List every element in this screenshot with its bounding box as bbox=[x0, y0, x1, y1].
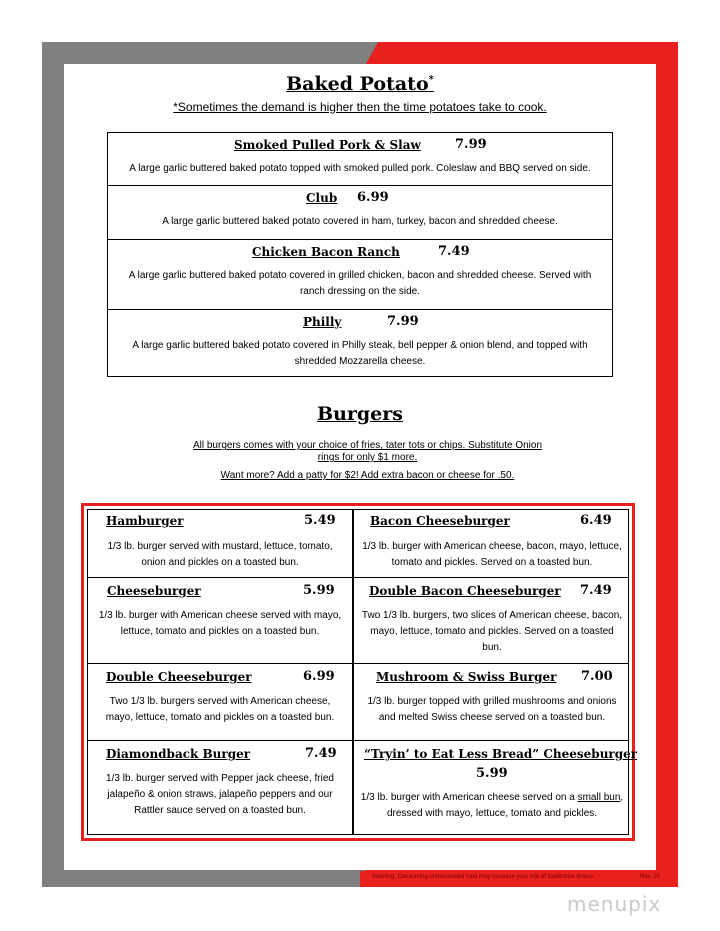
burgers-sides-note bbox=[0, 440, 720, 464]
menu-item bbox=[108, 186, 612, 240]
item-description: 1/3 lb. burger with American cheese, bacon, mayo, lettuce, tomato and pickles. Served on a toasted bun. bbox=[362, 541, 622, 568]
item-description: 1/3 lb. burger served with Pepper jack cheese, fried jalapeño & onion straws, jalapeño peppers and our Rattler sauce served on a toasted bun. bbox=[106, 773, 334, 816]
item-name: Philly bbox=[303, 315, 342, 329]
desc-emphasis: small bun bbox=[577, 792, 621, 803]
item-price: 6.99 bbox=[357, 190, 389, 205]
item-price: 5.99 bbox=[476, 766, 508, 781]
item-name: Mushroom & Swiss Burger bbox=[376, 670, 557, 684]
item-description: 1/3 lb. burger topped with grilled mushrooms and onions and melted Swiss cheese served on a toasted bun. bbox=[367, 696, 617, 723]
item-description: A large garlic buttered baked potato covered in ham, turkey, bacon and shredded cheese. bbox=[162, 216, 558, 227]
burgers-extras-note: Want more? Add a patty for $2! Add extra bacon or cheese for .50. bbox=[220, 470, 515, 481]
item-price: 7.99 bbox=[387, 314, 419, 329]
item-description: Two 1/3 lb. burgers served with American cheese, mayo, lettuce, tomato and pickles on a toasted bun. bbox=[105, 696, 335, 723]
item-price: 7.00 bbox=[581, 669, 613, 684]
baked-potato-title bbox=[0, 73, 720, 95]
item-name: Diamondback Burger bbox=[106, 747, 251, 761]
item-name: Hamburger bbox=[106, 514, 184, 528]
item-description bbox=[360, 790, 624, 822]
footer-disclaimer: Warning: Consuming undercooked food may increase your risk of foodborne illness. bbox=[372, 874, 595, 880]
watermark-logo: menupix bbox=[567, 892, 662, 916]
baked-potato-box bbox=[107, 132, 613, 377]
baked-potato-note: *Sometimes the demand is higher then the time potatoes take to cook. bbox=[173, 100, 547, 114]
item-price: 7.49 bbox=[438, 244, 470, 259]
row-divider bbox=[87, 663, 629, 664]
desc-part: , dressed with mayo, lettuce, tomato and pickles. bbox=[386, 792, 624, 819]
desc-part: 1/3 lb. burger with American cheese served on a bbox=[360, 792, 578, 803]
item-description: 1/3 lb. burger with American cheese served with mayo, lettuce, tomato and pickles on a toasted bun. bbox=[98, 610, 342, 637]
item-name: Club bbox=[306, 191, 338, 205]
item-price: 5.49 bbox=[304, 513, 336, 528]
item-name: Double Cheeseburger bbox=[106, 670, 252, 684]
item-description: A large garlic buttered baked potato covered in grilled chicken, bacon and shredded cheese. Served with ranch dressing on the side. bbox=[128, 270, 592, 297]
item-price: 6.49 bbox=[580, 513, 612, 528]
item-name: Double Bacon Cheeseburger bbox=[369, 584, 561, 598]
burgers-sides-note-text: All burgers comes with your choice of fries, tater tots or chips. Substitute Onion rings for only $1 more. bbox=[192, 440, 543, 463]
item-price: 6.99 bbox=[303, 669, 335, 684]
menu-item bbox=[108, 133, 612, 186]
row-divider bbox=[87, 740, 629, 741]
item-price: 7.49 bbox=[580, 583, 612, 598]
item-price: 7.49 bbox=[305, 746, 337, 761]
item-description: A large garlic buttered baked potato topped with smoked pulled pork. Coleslaw and BBQ served on side. bbox=[129, 163, 591, 174]
footer-code: Rev. 07 bbox=[640, 874, 661, 880]
item-name: Cheeseburger bbox=[107, 584, 201, 598]
column-divider bbox=[352, 509, 354, 835]
baked-potato-title-text: Baked Potato bbox=[286, 73, 429, 95]
item-description: A large garlic buttered baked potato covered in Philly steak, bell pepper & onion blend, and topped with shredded Mozzarella cheese. bbox=[132, 340, 588, 367]
item-description: Two 1/3 lb. burgers, two slices of American cheese, bacon, mayo, lettuce, tomato and pickles. Served on a toasted bun. bbox=[361, 610, 623, 653]
menu-item bbox=[108, 240, 612, 310]
item-price: 5.99 bbox=[303, 583, 335, 598]
title-asterisk: * bbox=[428, 74, 434, 86]
item-name: Smoked Pulled Pork & Slaw bbox=[234, 138, 421, 152]
item-name: “Tryin’ to Eat Less Bread” Cheeseburger bbox=[364, 747, 638, 761]
burgers-title: Burgers bbox=[317, 403, 403, 425]
row-divider bbox=[87, 577, 629, 578]
item-name: Chicken Bacon Ranch bbox=[252, 245, 400, 259]
menu-item bbox=[108, 310, 612, 378]
item-description: 1/3 lb. burger served with mustard, lettuce, tomato, onion and pickles on a toasted bun. bbox=[107, 541, 333, 568]
frame-corner-notch bbox=[366, 42, 378, 64]
item-price: 7.99 bbox=[455, 137, 487, 152]
item-name: Bacon Cheeseburger bbox=[370, 514, 510, 528]
